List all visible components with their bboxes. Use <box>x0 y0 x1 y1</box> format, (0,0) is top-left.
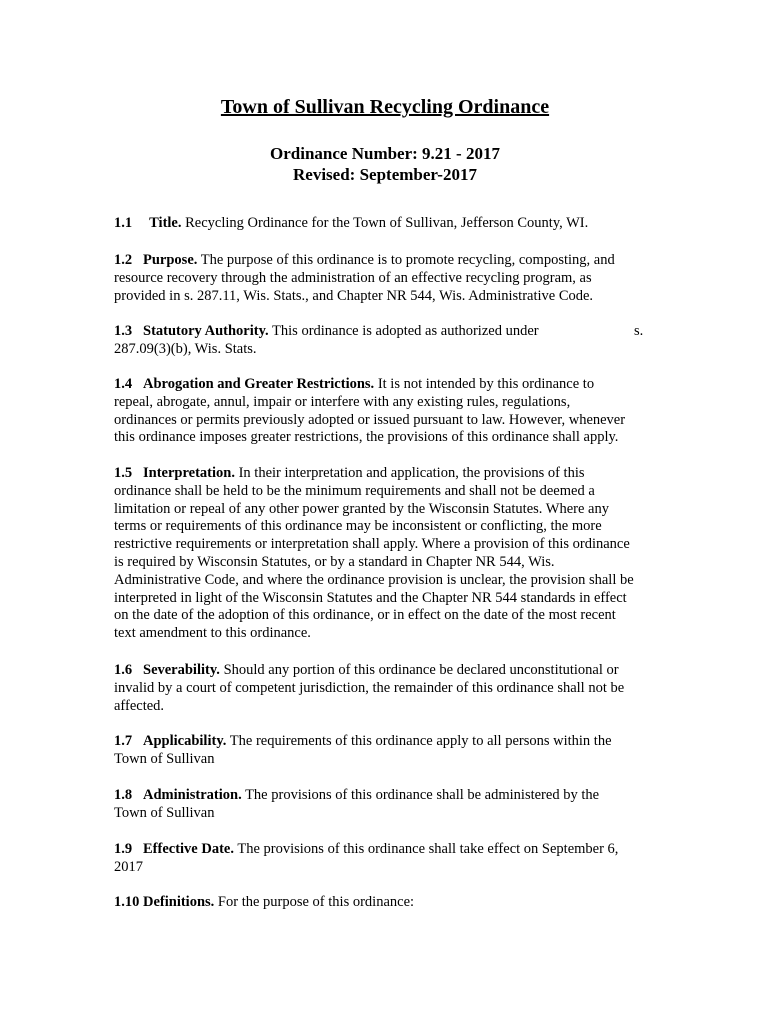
section-heading: Abrogation and Greater Restrictions. <box>143 376 375 392</box>
section-text: repeal, abrogate, annul, impair or interfere with any existing rules, regulations, <box>114 393 571 410</box>
section-text: interpreted in light of the Wisconsin Statutes and the Chapter NR 544 standards in effect <box>114 589 627 606</box>
section-text: 2017 <box>114 858 143 875</box>
section-text: The purpose of this ordinance is to promote recycling, composting, and <box>200 252 615 268</box>
section-text: Town of Sullivan <box>114 804 215 821</box>
section-number: 1.6 <box>114 662 133 678</box>
section-text: is required by Wisconsin Statutes, or by a standard in Chapter NR 544, Wis. <box>114 553 555 570</box>
section-number: 1.4 <box>114 376 133 392</box>
section-1-2 <box>114 252 659 305</box>
section-text: 287.09(3)(b), Wis. Stats. <box>114 340 257 357</box>
section-text: ordinances or permits previously adopted or issued pursuant to law. However, whenever <box>114 411 626 428</box>
document-title: Town of Sullivan Recycling Ordinance <box>220 96 550 118</box>
section-1-10 <box>114 894 659 912</box>
section-heading: Administration. <box>143 787 242 803</box>
section-text: This ordinance is adopted as authorized under <box>272 323 539 339</box>
section-text: Recycling Ordinance for the Town of Sullivan, Jefferson County, WI. <box>185 215 589 231</box>
section-number: 1.9 <box>114 841 133 857</box>
section-text: It is not intended by this ordinance to <box>377 376 595 392</box>
section-number: 1.5 <box>114 465 133 481</box>
section-text: In their interpretation and application, the provisions of this <box>238 465 585 481</box>
section-heading: Severability. <box>143 662 220 678</box>
section-number: 1.7 <box>114 733 133 749</box>
section-text: Administrative Code, and where the ordinance provision is unclear, the provision shall be <box>114 571 634 588</box>
section-text: restrictive requirements or interpretation shall apply. Where a provision of this ordinance <box>114 536 630 553</box>
section-text: Should any portion of this ordinance be declared unconstitutional or <box>223 662 619 678</box>
section-1-5 <box>114 465 659 643</box>
section-text: ordinance shall be held to be the minimum requirements and shall not be deemed a <box>114 482 595 499</box>
section-1-1 <box>114 215 659 233</box>
section-text: resource recovery through the administration of an effective recycling program, as <box>114 269 592 286</box>
section-text: provided in s. 287.11, Wis. Stats., and Chapter NR 544, Wis. Administrative Code. <box>114 287 594 304</box>
section-1-8 <box>114 787 659 823</box>
section-heading: Purpose. <box>143 252 198 268</box>
revised-date: Revised: September-2017 <box>293 165 477 184</box>
section-heading: Definitions. <box>143 894 215 910</box>
section-text: this ordinance imposes greater restrictions, the provisions of this ordinance shall apply. <box>114 429 619 446</box>
section-number: 1.10 <box>114 894 140 910</box>
section-1-6 <box>114 662 659 715</box>
section-1-4 <box>114 376 659 447</box>
ordinance-number: Ordinance Number: 9.21 - 2017 <box>270 144 500 163</box>
section-text: limitation or repeal of any other power granted by the Wisconsin Statutes. Where any <box>114 500 609 517</box>
section-1-9 <box>114 841 659 877</box>
section-text: invalid by a court of competent jurisdiction, the remainder of this ordinance shall not be <box>114 679 625 696</box>
section-text: The provisions of this ordinance shall be administered by the <box>245 787 600 803</box>
section-heading: Effective Date. <box>143 841 234 857</box>
section-text: text amendment to this ordinance. <box>114 625 311 642</box>
section-text: on the date of the adoption of this ordinance, or in effect on the date of the most recent <box>114 607 616 624</box>
section-heading: Applicability. <box>143 733 227 749</box>
section-heading: Statutory Authority. <box>143 323 269 339</box>
section-number: 1.1 <box>114 215 133 231</box>
section-text: terms or requirements of this ordinance may be inconsistent or conflicting, the more <box>114 518 602 535</box>
section-text: The provisions of this ordinance shall take effect on September 6, <box>237 841 619 857</box>
section-1-7 <box>114 733 659 769</box>
section-1-3 <box>114 323 659 359</box>
section-text: affected. <box>114 697 165 714</box>
section-text: For the purpose of this ordinance: <box>217 894 415 910</box>
section-text: The requirements of this ordinance apply to all persons within the <box>229 733 612 749</box>
section-number: 1.8 <box>114 787 133 803</box>
section-text: Town of Sullivan <box>114 750 215 767</box>
section-number: 1.3 <box>114 323 133 339</box>
section-number: 1.2 <box>114 252 133 268</box>
section-text: s. <box>634 323 644 339</box>
section-heading: Interpretation. <box>143 465 235 481</box>
section-heading: Title. <box>149 215 182 231</box>
